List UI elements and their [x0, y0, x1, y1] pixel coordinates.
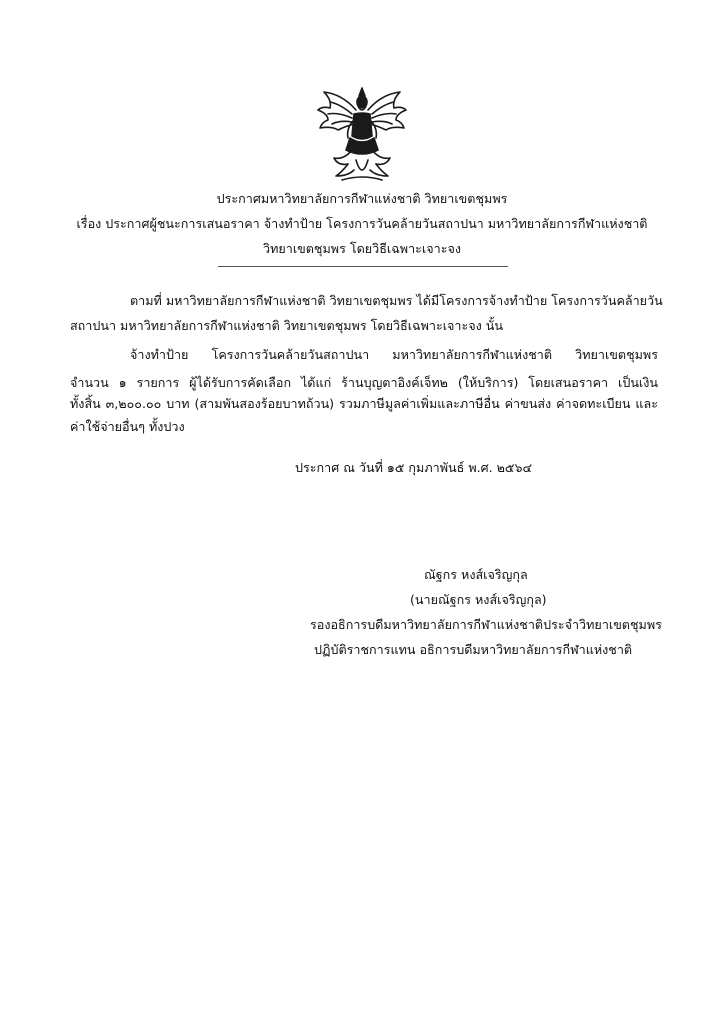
para2-line2: จำนวน ๑ รายการ ผู้ได้รับการคัดเลือก ได้แก่ ร้านบุญตาอิงค์เจ็ท๒ (ให้บริการ) โดยเสนอราคา เป็นเงิน [70, 375, 658, 390]
announcement-title: ประกาศมหาวิทยาลัยการกีฬาแห่งชาติ วิทยาเขตชุมพร [216, 191, 508, 206]
signature-position-1: รองอธิการบดีมหาวิทยาลัยการกีฬาแห่งชาติประจำวิทยาเขตชุมพร [310, 617, 662, 632]
para1-line1: ตามที่ มหาวิทยาลัยการกีฬาแห่งชาติ วิทยาเขตชุมพร ได้มีโครงการจ้างทำป้าย โครงการวันคล้ายวัน [130, 293, 663, 308]
para1-line2: สถาปนา มหาวิทยาลัยการกีฬาแห่งชาติ วิทยาเขตชุมพร โดยวิธีเฉพาะเจาะจง นั้น [70, 318, 503, 333]
garuda-emblem-icon [312, 84, 412, 184]
subject-line-2: วิทยาเขตชุมพร โดยวิธีเฉพาะเจาะจง [263, 241, 461, 256]
announce-date: ประกาศ ณ วันที่ ๑๕ กุมภาพันธ์ พ.ศ. ๒๕๖๔ [295, 460, 532, 475]
para2-line1: จ้างทำป้าย โครงการวันคล้ายวันสถาปนา มหาวิทยาลัยการกีฬาแห่งชาติ วิทยาเขตชุมพร [130, 347, 658, 362]
signature-full-name: (นายณัฐกร หงส์เจริญกุล) [410, 592, 547, 607]
para2-line4: ค่าใช้จ่ายอื่นๆ ทั้งปวง [70, 419, 185, 434]
subject-line-1: เรื่อง ประกาศผู้ชนะการเสนอราคา จ้างทำป้าย โครงการวันคล้ายวันสถาปนา มหาวิทยาลัยการกีฬาแห่งชาติ [76, 216, 648, 231]
signature-name: ณัฐกร หงส์เจริญกุล [424, 567, 528, 582]
para2-line3: ทั้งสิ้น ๓,๒๐๐.๐๐ บาท (สามพันสองร้อยบาทถ้วน) รวมภาษีมูลค่าเพิ่มและภาษีอื่น ค่าขนส่ง ค่าจดทะเบียน และ [70, 396, 658, 411]
separator-rule [218, 266, 508, 267]
signature-position-2: ปฏิบัติราชการแทน อธิการบดีมหาวิทยาลัยการกีฬาแห่งชาติ [314, 642, 633, 657]
